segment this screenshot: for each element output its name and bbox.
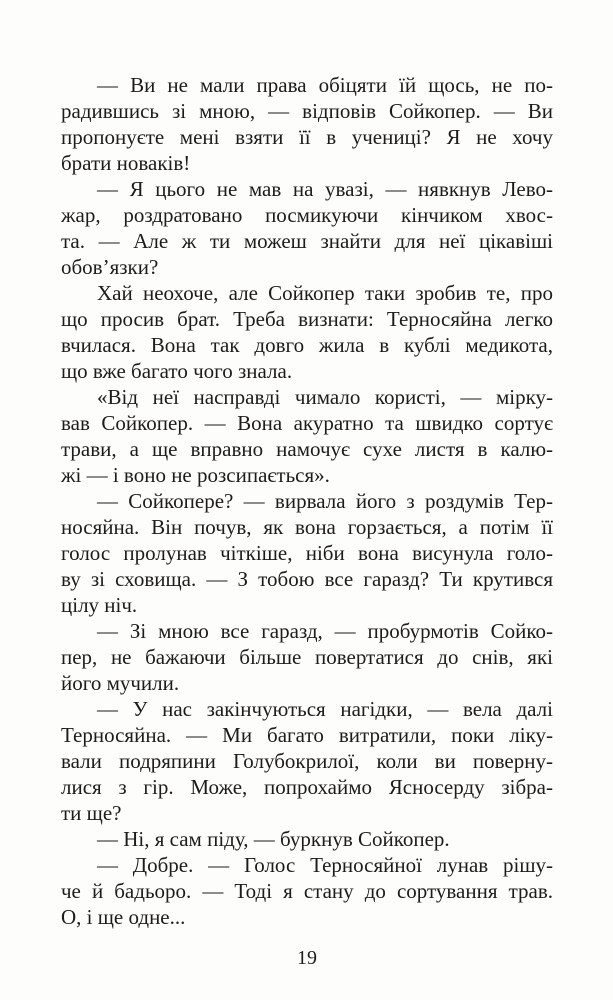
text-line: вав Сойкопер. — Вона акуратно та швидко сортує bbox=[61, 411, 553, 435]
text-line: ти ще? bbox=[61, 801, 122, 825]
text-line: цілу ніч. bbox=[61, 593, 138, 617]
text-line: — Ні, я сам піду, — буркнув Сойкопер. bbox=[97, 827, 450, 851]
text-line: радившись зі мною, — відповів Сойкопер. — Ви bbox=[61, 99, 553, 123]
text-line: че й бадьоро. — Тоді я стану до сортування трав. bbox=[61, 879, 553, 903]
body-text bbox=[61, 72, 553, 930]
text-line: жі — і воно не розсипається». bbox=[61, 463, 330, 487]
text-line: О, і ще одне... bbox=[61, 905, 186, 929]
text-line: «Від неї насправді чимало користі, — мірку- bbox=[97, 385, 553, 409]
paragraph bbox=[61, 176, 553, 280]
text-line: брати новаків! bbox=[61, 151, 191, 175]
paragraph bbox=[61, 488, 553, 618]
text-line: що просив брат. Треба визнати: Терносяйна легко bbox=[61, 307, 553, 331]
text-line: пер, не бажаючи більше повертатися до снів, які bbox=[61, 645, 553, 669]
text-line: лися з гір. Може, попрохаймо Ясносерду зібра- bbox=[61, 775, 553, 799]
text-line: — Ви не мали права обіцяти їй щось, не по- bbox=[97, 73, 553, 97]
text-line: обов’язки? bbox=[61, 255, 159, 279]
text-line: Терносяйна. — Ми багато витратили, поки ліку- bbox=[61, 723, 553, 747]
text-line: що вже багато чого знала. bbox=[61, 359, 293, 383]
text-line: — У нас закінчуються нагідки, — вела далі bbox=[97, 697, 553, 721]
text-line: вали подряпини Голубокрилої, коли ви поверну- bbox=[61, 749, 553, 773]
text-line: — Добре. — Голос Терносяйної лунав рішу- bbox=[97, 853, 553, 877]
paragraph bbox=[61, 72, 553, 176]
text-line: жар, роздратовано посмикуючи кінчиком хвос- bbox=[61, 203, 553, 227]
text-line: — Сойкопере? — вирвала його з роздумів Тер- bbox=[97, 489, 553, 513]
text-line: — Я цього не мав на увазі, — нявкнув Лево- bbox=[97, 177, 553, 201]
text-line: вчилася. Вона так довго жила в кублі медикота, bbox=[61, 333, 553, 357]
paragraph bbox=[61, 826, 553, 852]
paragraph bbox=[61, 852, 553, 930]
text-line: — Зі мною все гаразд, — пробурмотів Сойко- bbox=[97, 619, 553, 643]
page-number: 19 bbox=[297, 947, 317, 969]
text-line: трави, а ще вправно намочує сухе листя в калю- bbox=[61, 437, 553, 461]
text-line: носяйна. Він почув, як вона горзається, а потім її bbox=[61, 515, 553, 539]
text-line: Хай неохоче, але Сойкопер таки зробив те, про bbox=[97, 281, 553, 305]
paragraph bbox=[61, 280, 553, 384]
text-line: його мучили. bbox=[61, 671, 180, 695]
text-line: ву зі сховища. — З тобою все гаразд? Ти крутився bbox=[61, 567, 553, 591]
paragraph bbox=[61, 696, 553, 826]
paragraph bbox=[61, 384, 553, 488]
text-line: пропонуєте мені взяти її в учениці? Я не хочу bbox=[61, 125, 553, 149]
text-line: голос пролунав чіткіше, ніби вона висунула голо- bbox=[61, 541, 553, 565]
text-line: та. — Але ж ти можеш знайти для неї цікавіші bbox=[61, 229, 553, 253]
paragraph bbox=[61, 618, 553, 696]
